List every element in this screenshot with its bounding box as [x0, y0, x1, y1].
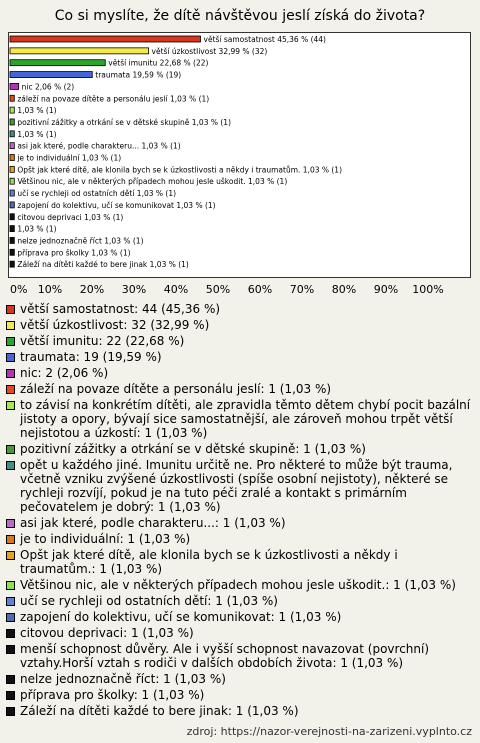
legend-label: větší imunitu: 22 (22,68 %) [20, 334, 185, 348]
legend-item [6, 366, 474, 380]
bar-17 [10, 226, 14, 232]
bar-label-10: asi jak které, podle charakteru... 1,03 % (1) [17, 141, 181, 151]
bar-label-9: 1,03 % (1) [17, 129, 57, 139]
legend-swatch [6, 581, 15, 590]
legend-swatch [6, 321, 15, 330]
legend-swatch [6, 385, 15, 394]
bar-label-20: Záleží na dítěti každé to bere jinak 1,03 % (1) [17, 260, 189, 270]
x-tick-label: 60% [247, 283, 273, 296]
legend-swatch [6, 613, 15, 622]
legend-swatch [6, 707, 15, 716]
bar-label-4: traumata 19,59 % (19) [95, 70, 182, 80]
legend-swatch [6, 305, 15, 314]
bar-label-1: větší samostatnost 45,36 % (44) [203, 35, 327, 44]
legend-item [6, 382, 474, 396]
legend-item [6, 594, 474, 608]
legend-label: Opšt jak které dítě, ale klonila bych se k úzkostlivosti a někdy i traumatům.: 1 (1,03 %) [20, 548, 398, 576]
legend-label: opět u každého jiné. Imunitu určitě ne. Pro některé to může být trauma, včetně vzniku zvýšené úzkostlivosti (spíše osobní nejistoty), některé se rychleji rozvíjí, pokud je na tuto péči zralé a kontakt s primárním pečovatelem je dobrý: 1 (1,03 %) [20, 458, 453, 514]
legend-item [6, 516, 474, 530]
legend-label: traumata: 19 (19,59 %) [20, 350, 162, 364]
bar-label-15: zapojení do kolektivu, učí se komunikovat 1,03 % (1) [17, 200, 216, 210]
bar-5 [10, 83, 19, 89]
legend-swatch [6, 369, 15, 378]
legend-swatch [6, 445, 15, 454]
x-tick-label: 10% [37, 283, 63, 296]
x-tick-label: 80% [331, 283, 357, 296]
legend-item [6, 398, 474, 440]
bar-label-8: pozitivní zážitky a otrkání se v dětské skupině 1,03 % (1) [17, 117, 232, 127]
legend-label: příprava pro školky: 1 (1,03 %) [20, 688, 205, 702]
legend-label: citovou deprivaci: 1 (1,03 %) [20, 626, 194, 640]
legend-item [6, 672, 474, 686]
legend-item [6, 532, 474, 546]
x-axis-ticks [10, 283, 444, 296]
bar-4 [10, 72, 92, 78]
legend-label: Záleží na dítěti každé to bere jinak: 1 (1,03 %) [20, 704, 299, 718]
chart-legend [6, 302, 474, 720]
bar-9 [10, 131, 14, 137]
bar-label-16: citovou deprivaci 1,03 % (1) [17, 212, 124, 222]
bar-label-12: Opšt jak které dítě, ale klonila bych se k úzkostlivosti a někdy i traumatům. 1,03 % (1) [17, 165, 343, 175]
legend-label: je to individuální: 1 (1,03 %) [20, 532, 191, 546]
legend-label: nic: 2 (2,06 %) [20, 366, 109, 380]
legend-swatch [6, 629, 15, 638]
bar-20 [10, 261, 14, 267]
legend-swatch [6, 597, 15, 606]
legend-label: učí se rychleji od ostatních dětí: 1 (1,03 %) [20, 594, 278, 608]
legend-item [6, 688, 474, 702]
legend-label: větší úzkostlivost: 32 (32,99 %) [20, 318, 210, 332]
bar-label-3: větší imunitu 22,68 % (22) [108, 58, 209, 68]
legend-item [6, 302, 474, 316]
x-tick-label: 40% [163, 283, 189, 296]
legend-item [6, 626, 474, 640]
source-note: zdroj: https://nazor-verejnosti-na-zarizeni.vyplnto.cz [186, 725, 472, 738]
legend-swatch [6, 535, 15, 544]
legend-item [6, 442, 474, 456]
chart-title: Co si myslíte, že dítě návštěvou jeslí získá do života? [54, 8, 426, 24]
bar-label-6: záleží na povaze dítěte a personálu jeslí 1,03 % (1) [17, 94, 210, 104]
legend-item [6, 704, 474, 718]
legend-swatch [6, 519, 15, 528]
legend-swatch [6, 645, 15, 654]
legend-item [6, 350, 474, 364]
legend-item [6, 458, 474, 514]
bar-15 [10, 202, 14, 208]
legend-item [6, 642, 474, 670]
legend-swatch [6, 401, 15, 410]
legend-label: Většinou nic, ale v některých případech mohou jesle uškodit.: 1 (1,03 %) [20, 578, 456, 592]
bar-label-13: Většinou nic, ale v některých případech mohou jesle uškodit. 1,03 % (1) [17, 177, 288, 187]
legend-label: pozitivní zážitky a otrkání se v dětské skupině: 1 (1,03 %) [20, 442, 366, 456]
bar-3 [10, 60, 105, 66]
legend-swatch [6, 353, 15, 362]
bar-label-5: nic 2,06 % (2) [21, 82, 75, 92]
bar-13 [10, 178, 14, 184]
legend-label: menší schopnost důvěry. Ale i vyšší schopnost navazovat (povrchní) vztahy.Horší vztah s rodiči v dalších obdobích života: 1 (1,03 %) [20, 642, 430, 670]
x-tick-label: 100% [412, 283, 444, 296]
x-tick-label: 30% [121, 283, 147, 296]
legend-label: záleží na povaze dítěte a personálu jeslí: 1 (1,03 %) [20, 382, 332, 396]
legend-label: zapojení do kolektivu, učí se komunikovat: 1 (1,03 %) [20, 610, 342, 624]
bar-label-17: 1,03 % (1) [17, 224, 57, 234]
legend-item [6, 318, 474, 332]
bar-label-19: příprava pro školky 1,03 % (1) [17, 248, 131, 258]
bar-12 [10, 166, 14, 172]
bar-label-2: větší úzkostlivost 32,99 % (32) [151, 46, 268, 56]
legend-label: nelze jednoznačně říct: 1 (1,03 %) [20, 672, 226, 686]
legend-label: větší samostatnost: 44 (45,36 %) [20, 302, 221, 316]
bar-1 [10, 36, 201, 42]
bar-16 [10, 214, 14, 220]
bar-label-14: učí se rychleji od ostatních dětí 1,03 % (1) [17, 189, 177, 199]
legend-swatch [6, 337, 15, 346]
legend-item [6, 334, 474, 348]
legend-swatch [6, 551, 15, 560]
legend-label: asi jak které, podle charakteru...: 1 (1,03 %) [20, 516, 286, 530]
bar-11 [10, 155, 14, 161]
bar-label-7: 1,03 % (1) [17, 106, 57, 116]
bar-14 [10, 190, 14, 196]
bar-label-11: je to individuální 1,03 % (1) [17, 153, 122, 163]
bar-8 [10, 119, 14, 125]
legend-label: to závisí na konkrétím dítěti, ale zpravidla těmto dětem chybí pocit bazální jistoty a opory, bývají sice samostatnější, ale zároveň mohou trpět větší nejistotou a úzkostí: 1 (1,03 %) [20, 398, 471, 440]
legend-swatch [6, 675, 15, 684]
x-tick-label: 0% [10, 283, 28, 296]
bar-7 [10, 107, 14, 113]
bar-19 [10, 249, 14, 255]
legend-item [6, 578, 474, 592]
bar-chart [0, 0, 480, 300]
x-tick-label: 70% [289, 283, 315, 296]
x-tick-label: 20% [79, 283, 105, 296]
bar-6 [10, 95, 14, 101]
x-tick-label: 50% [205, 283, 231, 296]
bar-10 [10, 143, 14, 149]
x-tick-label: 90% [373, 283, 399, 296]
legend-swatch [6, 461, 15, 470]
legend-item [6, 548, 474, 576]
legend-swatch [6, 691, 15, 700]
bar-2 [10, 48, 149, 54]
bar-18 [10, 237, 14, 243]
legend-item [6, 610, 474, 624]
bar-label-18: nelze jednoznačně říct 1,03 % (1) [17, 236, 144, 246]
